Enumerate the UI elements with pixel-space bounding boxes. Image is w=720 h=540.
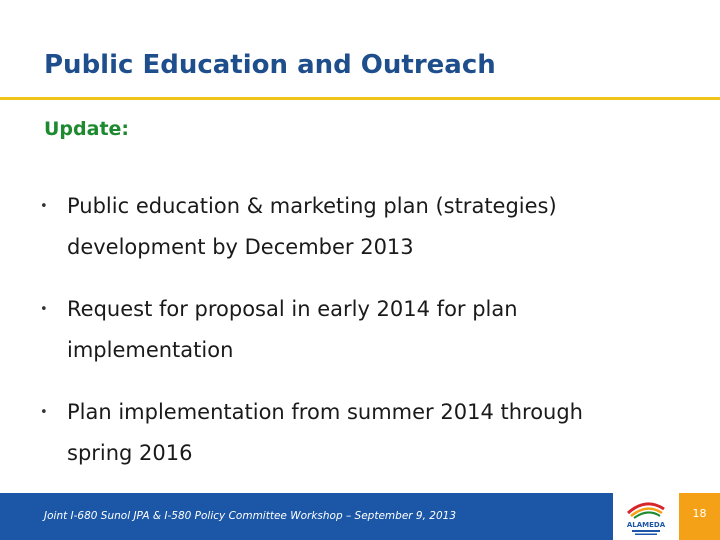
bullet-text-line2: spring 2016 bbox=[67, 441, 193, 465]
bullet-text-line2: development by December 2013 bbox=[67, 235, 414, 259]
slide-footer bbox=[0, 493, 720, 540]
alameda-logo bbox=[620, 495, 672, 537]
page-number-box bbox=[679, 493, 720, 540]
bullet-icon: • bbox=[40, 405, 48, 420]
bullet-item bbox=[40, 289, 700, 371]
bullet-item bbox=[40, 186, 700, 268]
bullet-list bbox=[40, 186, 700, 495]
footer-caption: Joint I-680 Sunol JPA & I-580 Policy Committee Workshop – September 9, 2013 bbox=[44, 510, 457, 522]
page-number: 18 bbox=[692, 507, 707, 520]
slide-title: Public Education and Outreach bbox=[44, 50, 496, 80]
bullet-text-line2: implementation bbox=[67, 338, 234, 362]
bullet-text-line1: Plan implementation from summer 2014 through bbox=[67, 400, 583, 424]
bullet-icon: • bbox=[40, 302, 48, 317]
title-divider bbox=[0, 97, 720, 100]
footer-bar bbox=[0, 493, 613, 540]
bullet-text-line1: Request for proposal in early 2014 for plan bbox=[67, 297, 518, 321]
logo-wordmark: ALAMEDA bbox=[626, 521, 666, 529]
bullet-item bbox=[40, 392, 700, 474]
bullet-icon: • bbox=[40, 199, 48, 214]
update-heading: Update: bbox=[44, 118, 130, 140]
bullet-text-line1: Public education & marketing plan (strategies) bbox=[67, 194, 557, 218]
